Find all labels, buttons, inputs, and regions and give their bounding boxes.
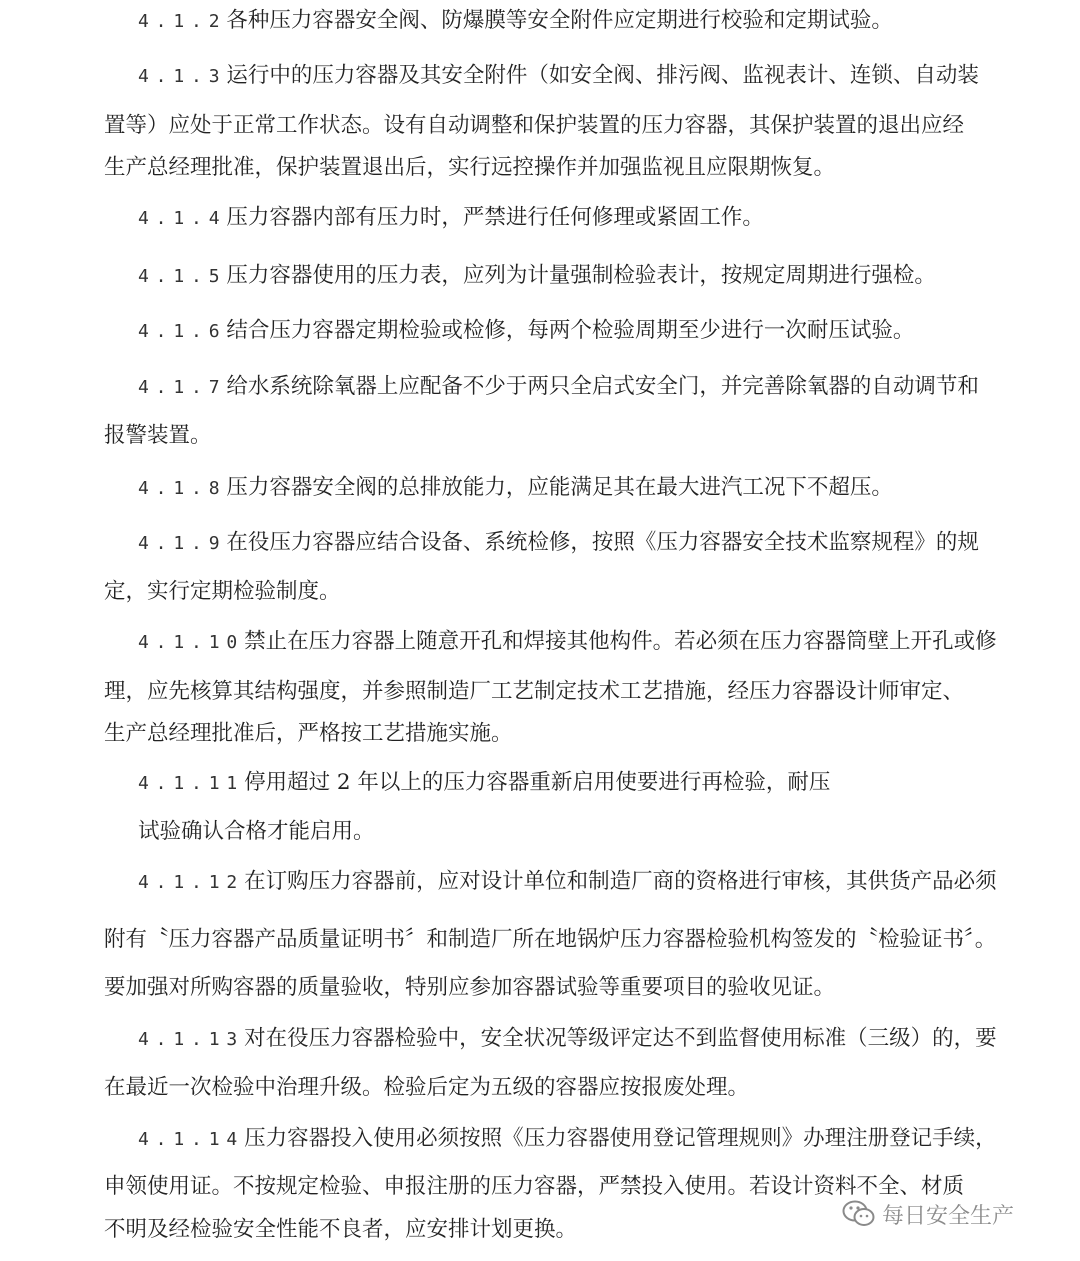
clause-number: 4.1.5 <box>138 266 227 287</box>
clause-number: 4.1.13 <box>138 1029 245 1050</box>
para-4-1-3-line-1: 4.1.3运行中的压力容器及其安全附件（如安全阀、排污阀、监视表计、连锁、自动装 <box>138 63 979 88</box>
para-4-1-9-line-2: 定，实行定期检验制度。 <box>104 579 341 604</box>
para-4-1-13-line-1: 4.1.13对在役压力容器检验中，安全状况等级评定达不到监督使用标准（三级）的，要 <box>138 1026 997 1051</box>
watermark-text: 每日安全生产 <box>882 1203 1015 1229</box>
para-4-1-12-line-3: 要加强对所购容器的质量验收，特别应参加容器试验等重要项目的验收见证。 <box>104 975 836 1000</box>
watermark <box>842 1197 1014 1231</box>
wechat-icon <box>842 1199 876 1229</box>
para-4-1-11-line-1: 4.1.11停用超过 2 年以上的压力容器重新启用使要进行再检验，耐压 <box>138 770 831 795</box>
clause-number: 4.1.11 <box>138 773 245 794</box>
para-4-1-10-line-1: 4.1.10禁止在压力容器上随意开孔和焊接其他构件。若必须在压力容器筒壁上开孔或修 <box>138 629 997 654</box>
para-4-1-12-line-1: 4.1.12在订购压力容器前，应对设计单位和制造厂商的资格进行审核，其供货产品必须 <box>138 869 997 894</box>
clause-number: 4.1.7 <box>138 377 227 398</box>
clause-number: 4.1.6 <box>138 321 227 342</box>
para-4-1-10-line-2: 理，应先核算其结构强度，并参照制造厂工艺制定技术工艺措施，经压力容器设计师审定、 <box>104 679 965 704</box>
para-4-1-11-line-2: 试验确认合格才能启用。 <box>138 819 375 844</box>
para-4-1-13-line-2: 在最近一次检验中治理升级。检验后定为五级的容器应按报废处理。 <box>104 1075 750 1100</box>
clause-number: 4.1.8 <box>138 478 227 499</box>
para-4-1-14-line-1: 4.1.14压力容器投入使用必须按照《压力容器使用登记管理规则》办理注册登记手续， <box>138 1126 997 1151</box>
clause-number: 4.1.14 <box>138 1129 245 1150</box>
para-4-1-14-line-2: 申领使用证。不按规定检验、申报注册的压力容器，严禁投入使用。若设计资料不全、材质 <box>104 1174 965 1199</box>
clause-number: 4.1.3 <box>138 66 227 87</box>
para-4-1-9-line-1: 4.1.9在役压力容器应结合设备、系统检修，按照《压力容器安全技术监察规程》的规 <box>138 530 979 555</box>
para-4-1-5-line-1: 4.1.5压力容器使用的压力表，应列为计量强制检验表计，按规定周期进行强检。 <box>138 263 936 288</box>
para-4-1-3-line-3: 生产总经理批准，保护装置退出后，实行远控操作并加强监视且应限期恢复。 <box>104 155 836 180</box>
clause-number: 4.1.4 <box>138 208 227 229</box>
para-4-1-3-line-2: 置等）应处于正常工作状态。设有自动调整和保护装置的压力容器，其保护装置的退出应经 <box>104 113 965 138</box>
clause-number: 4.1.2 <box>138 11 227 32</box>
para-4-1-7-line-1: 4.1.7给水系统除氧器上应配备不少于两只全启式安全门，并完善除氧器的自动调节和 <box>138 374 979 399</box>
clause-number: 4.1.9 <box>138 533 227 554</box>
para-4-1-10-line-3: 生产总经理批准后，严格按工艺措施实施。 <box>104 721 513 746</box>
clause-number: 4.1.12 <box>138 872 245 893</box>
para-4-1-8-line-1: 4.1.8压力容器安全阀的总排放能力，应能满足其在最大进汽工况下不超压。 <box>138 475 893 500</box>
para-4-1-2-line-1: 4.1.2各种压力容器安全阀、防爆膜等安全附件应定期进行校验和定期试验。 <box>138 8 893 33</box>
para-4-1-12-line-2: 附有〝压力容器产品质量证明书〞和制造厂所在地锅炉压力容器检验机构签发的〝检验证书〞。 <box>104 927 997 952</box>
para-4-1-6-line-1: 4.1.6结合压力容器定期检验或检修，每两个检验周期至少进行一次耐压试验。 <box>138 318 915 343</box>
para-4-1-4-line-1: 4.1.4压力容器内部有压力时，严禁进行任何修理或紧固工作。 <box>138 205 764 230</box>
clause-number: 4.1.10 <box>138 632 245 653</box>
para-4-1-7-line-2: 报警装置。 <box>104 423 212 448</box>
para-4-1-14-line-3: 不明及经检验安全性能不良者，应安排计划更换。 <box>104 1217 578 1242</box>
